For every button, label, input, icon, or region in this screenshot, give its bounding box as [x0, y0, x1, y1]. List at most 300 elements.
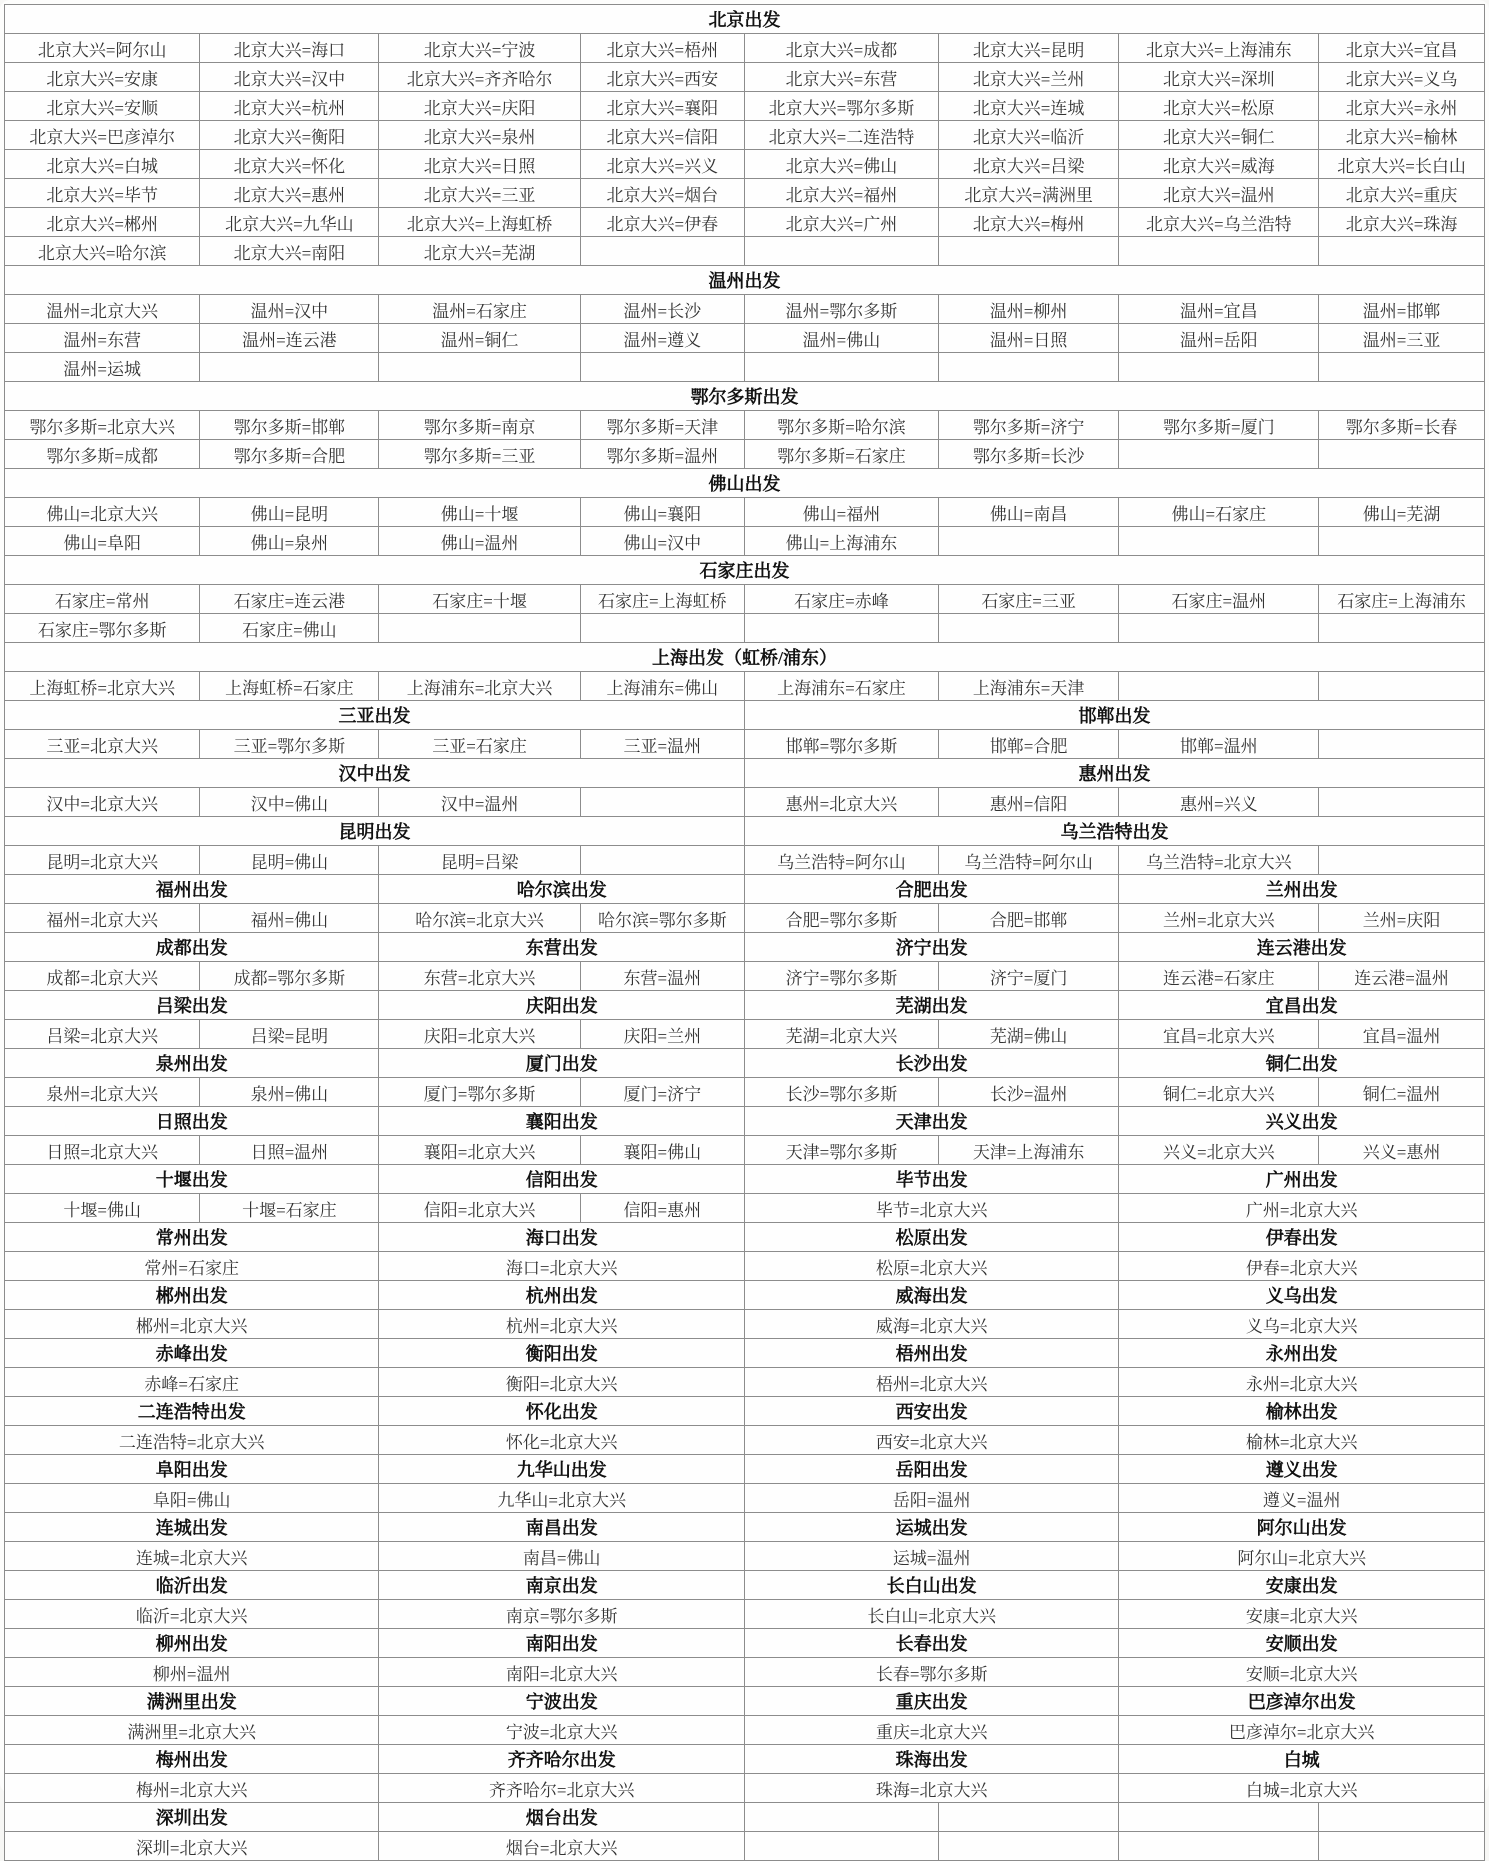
route-row: [5, 1020, 1485, 1049]
route-row: [5, 1484, 1485, 1513]
route-cell: 温州=邯郸: [1319, 295, 1485, 324]
route-cell: 石家庄=三亚: [938, 585, 1119, 614]
route-cell: 长春=鄂尔多斯: [744, 1658, 1118, 1687]
empty-cell: [938, 527, 1119, 556]
route-cell: 上海浦东=北京大兴: [379, 672, 580, 701]
section-header: 天津出发: [744, 1107, 1118, 1136]
section-header: 石家庄出发: [5, 556, 1485, 585]
empty-cell: [580, 846, 744, 875]
section-header: [938, 1803, 1119, 1832]
route-row: [5, 730, 1485, 759]
route-cell: 乌兰浩特=阿尔山: [744, 846, 938, 875]
route-cell: 鄂尔多斯=北京大兴: [5, 411, 200, 440]
section-header: 东营出发: [379, 933, 745, 962]
route-cell: 鄂尔多斯=温州: [580, 440, 744, 469]
route-cell: 鄂尔多斯=三亚: [379, 440, 580, 469]
route-cell: 北京大兴=宁波: [379, 34, 580, 63]
route-cell: 北京大兴=惠州: [200, 179, 379, 208]
route-cell: 鄂尔多斯=邯郸: [200, 411, 379, 440]
route-cell: 东营=温州: [580, 962, 744, 991]
route-cell: 温州=汉中: [200, 295, 379, 324]
section-header: 襄阳出发: [379, 1107, 745, 1136]
route-cell: 北京大兴=南阳: [200, 237, 379, 266]
route-cell: 柳州=温州: [5, 1658, 379, 1687]
empty-cell: [580, 614, 744, 643]
section-header: 安顺出发: [1119, 1629, 1485, 1658]
route-row: [5, 1426, 1485, 1455]
section-header: 济宁出发: [744, 933, 1118, 962]
route-cell: 临沂=北京大兴: [5, 1600, 379, 1629]
route-cell: 伊春=北京大兴: [1119, 1252, 1485, 1281]
route-cell: 芜湖=佛山: [938, 1020, 1119, 1049]
route-cell: 海口=北京大兴: [379, 1252, 745, 1281]
route-cell: 北京大兴=重庆: [1319, 179, 1485, 208]
route-cell: 温州=日照: [938, 324, 1119, 353]
route-row: [5, 1658, 1485, 1687]
route-cell: 上海浦东=佛山: [580, 672, 744, 701]
route-cell: 梅州=北京大兴: [5, 1774, 379, 1803]
route-row: [5, 1078, 1485, 1107]
route-cell: 北京大兴=连城: [938, 92, 1119, 121]
route-cell: 北京大兴=永州: [1319, 92, 1485, 121]
section-header: 铜仁出发: [1119, 1049, 1485, 1078]
section-header: 义乌出发: [1119, 1281, 1485, 1310]
route-cell: 石家庄=连云港: [200, 585, 379, 614]
route-cell: 温州=遵义: [580, 324, 744, 353]
route-cell: 鄂尔多斯=长沙: [938, 440, 1119, 469]
section-header: 厦门出发: [379, 1049, 745, 1078]
section-header: 深圳出发: [5, 1803, 379, 1832]
section-header: 二连浩特出发: [5, 1397, 379, 1426]
section-header-row: [5, 933, 1485, 962]
section-header-row: [5, 1165, 1485, 1194]
route-cell: 上海浦东=天津: [938, 672, 1119, 701]
route-cell: 北京大兴=乌兰浩特: [1119, 208, 1319, 237]
route-cell: 北京大兴=松原: [1119, 92, 1319, 121]
route-cell: 石家庄=上海虹桥: [580, 585, 744, 614]
section-header: 乌兰浩特出发: [744, 817, 1484, 846]
route-cell: 鄂尔多斯=成都: [5, 440, 200, 469]
route-cell: 石家庄=赤峰: [744, 585, 938, 614]
section-header: 怀化出发: [379, 1397, 745, 1426]
empty-cell: [1319, 237, 1485, 266]
section-header: 西安出发: [744, 1397, 1118, 1426]
route-cell: 运城=温州: [744, 1542, 1118, 1571]
route-cell: 铜仁=北京大兴: [1119, 1078, 1319, 1107]
route-cell: 温州=东营: [5, 324, 200, 353]
section-header: 九华山出发: [379, 1455, 745, 1484]
route-row: [5, 1136, 1485, 1165]
section-header: 宁波出发: [379, 1687, 745, 1716]
route-cell: 三亚=鄂尔多斯: [200, 730, 379, 759]
route-cell: 连城=北京大兴: [5, 1542, 379, 1571]
route-cell: 岳阳=温州: [744, 1484, 1118, 1513]
route-cell: 北京大兴=三亚: [379, 179, 580, 208]
route-cell: 北京大兴=日照: [379, 150, 580, 179]
route-row: [5, 1774, 1485, 1803]
route-cell: 日照=北京大兴: [5, 1136, 200, 1165]
route-cell: 珠海=北京大兴: [744, 1774, 1118, 1803]
route-row: [5, 179, 1485, 208]
empty-cell: [1319, 353, 1485, 382]
empty-cell: [379, 614, 580, 643]
empty-cell: [1119, 672, 1319, 701]
route-cell: 上海虹桥=石家庄: [200, 672, 379, 701]
route-cell: 鄂尔多斯=天津: [580, 411, 744, 440]
section-header: 齐齐哈尔出发: [379, 1745, 745, 1774]
section-header: 广州出发: [1119, 1165, 1485, 1194]
route-cell: 鄂尔多斯=南京: [379, 411, 580, 440]
route-cell: 乌兰浩特=阿尔山: [938, 846, 1119, 875]
section-header: 宜昌出发: [1119, 991, 1485, 1020]
section-header-row: [5, 759, 1485, 788]
route-cell: 温州=岳阳: [1119, 324, 1319, 353]
section-header: 长春出发: [744, 1629, 1118, 1658]
empty-cell: [1319, 846, 1485, 875]
route-cell: 温州=鄂尔多斯: [744, 295, 938, 324]
route-cell: 北京大兴=上海浦东: [1119, 34, 1319, 63]
route-cell: 兰州=北京大兴: [1119, 904, 1319, 933]
route-cell: 北京大兴=兴义: [580, 150, 744, 179]
route-row: [5, 846, 1485, 875]
empty-cell: [580, 788, 744, 817]
section-header: [744, 1803, 938, 1832]
route-cell: 北京大兴=温州: [1119, 179, 1319, 208]
route-cell: 北京大兴=梧州: [580, 34, 744, 63]
route-cell: 石家庄=十堰: [379, 585, 580, 614]
route-cell: 北京大兴=宜昌: [1319, 34, 1485, 63]
route-cell: 鄂尔多斯=厦门: [1119, 411, 1319, 440]
route-cell: 长沙=温州: [938, 1078, 1119, 1107]
route-cell: 济宁=厦门: [938, 962, 1119, 991]
route-cell: 北京大兴=成都: [744, 34, 938, 63]
route-cell: 北京大兴=满洲里: [938, 179, 1119, 208]
empty-cell: [200, 353, 379, 382]
route-cell: 安顺=北京大兴: [1119, 1658, 1485, 1687]
section-header: 珠海出发: [744, 1745, 1118, 1774]
section-header: 芜湖出发: [744, 991, 1118, 1020]
route-cell: 北京大兴=巴彦淖尔: [5, 121, 200, 150]
route-cell: 满洲里=北京大兴: [5, 1716, 379, 1745]
section-header: 海口出发: [379, 1223, 745, 1252]
empty-cell: [1319, 730, 1485, 759]
route-cell: 郴州=北京大兴: [5, 1310, 379, 1339]
route-cell: 三亚=温州: [580, 730, 744, 759]
section-header: 长沙出发: [744, 1049, 1118, 1078]
route-cell: 西安=北京大兴: [744, 1426, 1118, 1455]
route-cell: 梧州=北京大兴: [744, 1368, 1118, 1397]
section-header: 三亚出发: [5, 701, 745, 730]
route-row: [5, 527, 1485, 556]
route-cell: 泉州=佛山: [200, 1078, 379, 1107]
route-row: [5, 295, 1485, 324]
route-cell: 阿尔山=北京大兴: [1119, 1542, 1485, 1571]
route-cell: 北京大兴=二连浩特: [744, 121, 938, 150]
empty-cell: [744, 353, 938, 382]
empty-cell: [1319, 440, 1485, 469]
route-cell: 石家庄=常州: [5, 585, 200, 614]
empty-cell: [1119, 237, 1319, 266]
route-cell: 北京大兴=哈尔滨: [5, 237, 200, 266]
empty-cell: [938, 353, 1119, 382]
route-cell: 昆明=吕梁: [379, 846, 580, 875]
section-header: 杭州出发: [379, 1281, 745, 1310]
route-cell: 惠州=兴义: [1119, 788, 1319, 817]
route-cell: 北京大兴=兰州: [938, 63, 1119, 92]
route-cell: 厦门=济宁: [580, 1078, 744, 1107]
section-header: 临沂出发: [5, 1571, 379, 1600]
route-cell: 哈尔滨=北京大兴: [379, 904, 580, 933]
route-cell: 北京大兴=义乌: [1319, 63, 1485, 92]
route-row: [5, 1832, 1485, 1861]
route-cell: 北京大兴=榆林: [1319, 121, 1485, 150]
route-cell: 北京大兴=吕梁: [938, 150, 1119, 179]
route-cell: 福州=北京大兴: [5, 904, 200, 933]
section-header: 重庆出发: [744, 1687, 1118, 1716]
route-cell: 北京大兴=伊春: [580, 208, 744, 237]
route-cell: 怀化=北京大兴: [379, 1426, 745, 1455]
section-header-row: [5, 469, 1485, 498]
section-header: 常州出发: [5, 1223, 379, 1252]
route-cell: 南昌=佛山: [379, 1542, 745, 1571]
route-cell: 烟台=北京大兴: [379, 1832, 745, 1861]
route-row: [5, 324, 1485, 353]
route-cell: 长沙=鄂尔多斯: [744, 1078, 938, 1107]
section-header: 衡阳出发: [379, 1339, 745, 1368]
empty-cell: [1119, 614, 1319, 643]
section-header: 泉州出发: [5, 1049, 379, 1078]
section-header: 永州出发: [1119, 1339, 1485, 1368]
section-header-row: [5, 382, 1485, 411]
route-cell: 合肥=鄂尔多斯: [744, 904, 938, 933]
section-header: 巴彦淖尔出发: [1119, 1687, 1485, 1716]
route-cell: 鄂尔多斯=长春: [1319, 411, 1485, 440]
route-cell: 赤峰=石家庄: [5, 1368, 379, 1397]
section-header: 鄂尔多斯出发: [5, 382, 1485, 411]
route-row: [5, 208, 1485, 237]
section-header: 南京出发: [379, 1571, 745, 1600]
route-cell: 汉中=佛山: [200, 788, 379, 817]
route-cell: 鄂尔多斯=合肥: [200, 440, 379, 469]
route-cell: 遵义=温州: [1119, 1484, 1485, 1513]
route-cell: 永州=北京大兴: [1119, 1368, 1485, 1397]
route-cell: 九华山=北京大兴: [379, 1484, 745, 1513]
route-row: [5, 1368, 1485, 1397]
route-cell: 昆明=北京大兴: [5, 846, 200, 875]
route-cell: 温州=长沙: [580, 295, 744, 324]
route-cell: 北京大兴=芜湖: [379, 237, 580, 266]
section-header: [1119, 1803, 1319, 1832]
section-header: 庆阳出发: [379, 991, 745, 1020]
route-row: [5, 121, 1485, 150]
route-cell: 榆林=北京大兴: [1119, 1426, 1485, 1455]
route-cell: 北京大兴=毕节: [5, 179, 200, 208]
route-cell: 昆明=佛山: [200, 846, 379, 875]
route-cell: 天津=上海浦东: [938, 1136, 1119, 1165]
section-header: 吕梁出发: [5, 991, 379, 1020]
section-header-row: [5, 1049, 1485, 1078]
section-header: 南昌出发: [379, 1513, 745, 1542]
empty-cell: [1319, 1832, 1485, 1861]
route-row: [5, 962, 1485, 991]
route-cell: 佛山=阜阳: [5, 527, 200, 556]
route-cell: 佛山=石家庄: [1119, 498, 1319, 527]
route-cell: 长白山=北京大兴: [744, 1600, 1118, 1629]
route-row: [5, 904, 1485, 933]
route-cell: 佛山=北京大兴: [5, 498, 200, 527]
route-cell: 毕节=北京大兴: [744, 1194, 1118, 1223]
route-row: [5, 411, 1485, 440]
section-header: 兰州出发: [1119, 875, 1485, 904]
empty-cell: [1319, 527, 1485, 556]
route-cell: 汉中=北京大兴: [5, 788, 200, 817]
route-row: [5, 237, 1485, 266]
route-cell: 福州=佛山: [200, 904, 379, 933]
route-cell: 石家庄=佛山: [200, 614, 379, 643]
route-cell: 石家庄=温州: [1119, 585, 1319, 614]
route-row: [5, 1194, 1485, 1223]
route-cell: 北京大兴=安康: [5, 63, 200, 92]
section-header-row: [5, 1455, 1485, 1484]
route-row: [5, 788, 1485, 817]
route-cell: 深圳=北京大兴: [5, 1832, 379, 1861]
section-header: 上海出发（虹桥/浦东）: [5, 643, 1485, 672]
route-row: [5, 353, 1485, 382]
route-cell: 鄂尔多斯=石家庄: [744, 440, 938, 469]
empty-cell: [1119, 440, 1319, 469]
route-cell: 北京大兴=威海: [1119, 150, 1319, 179]
section-header: 威海出发: [744, 1281, 1118, 1310]
route-cell: 佛山=泉州: [200, 527, 379, 556]
route-cell: 天津=鄂尔多斯: [744, 1136, 938, 1165]
route-cell: 芜湖=北京大兴: [744, 1020, 938, 1049]
route-cell: 连云港=石家庄: [1119, 962, 1319, 991]
route-cell: 兰州=庆阳: [1319, 904, 1485, 933]
route-cell: 重庆=北京大兴: [744, 1716, 1118, 1745]
route-cell: 北京大兴=安顺: [5, 92, 200, 121]
route-cell: 信阳=北京大兴: [379, 1194, 580, 1223]
route-cell: 三亚=石家庄: [379, 730, 580, 759]
route-cell: 杭州=北京大兴: [379, 1310, 745, 1339]
route-cell: 温州=北京大兴: [5, 295, 200, 324]
route-cell: 北京大兴=衡阳: [200, 121, 379, 150]
route-cell: 日照=温州: [200, 1136, 379, 1165]
route-cell: 北京大兴=深圳: [1119, 63, 1319, 92]
route-cell: 吕梁=昆明: [200, 1020, 379, 1049]
route-cell: 北京大兴=昆明: [938, 34, 1119, 63]
route-cell: 北京大兴=东营: [744, 63, 938, 92]
section-header-row: [5, 1687, 1485, 1716]
route-cell: 北京大兴=广州: [744, 208, 938, 237]
route-row: [5, 34, 1485, 63]
section-header: 南阳出发: [379, 1629, 745, 1658]
section-header: 安康出发: [1119, 1571, 1485, 1600]
route-cell: 衡阳=北京大兴: [379, 1368, 745, 1397]
route-cell: 南阳=北京大兴: [379, 1658, 745, 1687]
route-cell: 北京大兴=福州: [744, 179, 938, 208]
route-cell: 连云港=温州: [1319, 962, 1485, 991]
route-cell: 北京大兴=杭州: [200, 92, 379, 121]
section-header-row: [5, 1339, 1485, 1368]
route-cell: 吕梁=北京大兴: [5, 1020, 200, 1049]
route-cell: 兴义=北京大兴: [1119, 1136, 1319, 1165]
route-cell: 东营=北京大兴: [379, 962, 580, 991]
route-row: [5, 63, 1485, 92]
section-header: 赤峰出发: [5, 1339, 379, 1368]
route-cell: 北京大兴=郴州: [5, 208, 200, 237]
route-cell: 乌兰浩特=北京大兴: [1119, 846, 1319, 875]
route-cell: 北京大兴=珠海: [1319, 208, 1485, 237]
route-cell: 北京大兴=上海虹桥: [379, 208, 580, 237]
section-header-row: [5, 1397, 1485, 1426]
section-header: 成都出发: [5, 933, 379, 962]
flight-route-table-body: [5, 5, 1485, 1861]
route-cell: 襄阳=佛山: [580, 1136, 744, 1165]
section-header: 梧州出发: [744, 1339, 1118, 1368]
route-cell: 北京大兴=长白山: [1319, 150, 1485, 179]
empty-cell: [1119, 527, 1319, 556]
route-cell: 铜仁=温州: [1319, 1078, 1485, 1107]
route-cell: 广州=北京大兴: [1119, 1194, 1485, 1223]
route-cell: 北京大兴=白城: [5, 150, 200, 179]
route-cell: 佛山=昆明: [200, 498, 379, 527]
route-cell: 邯郸=合肥: [938, 730, 1119, 759]
route-cell: 北京大兴=怀化: [200, 150, 379, 179]
section-header: 榆林出发: [1119, 1397, 1485, 1426]
route-row: [5, 440, 1485, 469]
section-header: 毕节出发: [744, 1165, 1118, 1194]
section-header: 合肥出发: [744, 875, 1118, 904]
empty-cell: [1319, 614, 1485, 643]
section-header-row: [5, 1281, 1485, 1310]
section-header-row: [5, 643, 1485, 672]
route-cell: 哈尔滨=鄂尔多斯: [580, 904, 744, 933]
empty-cell: [580, 237, 744, 266]
route-cell: 温州=三亚: [1319, 324, 1485, 353]
route-row: [5, 1716, 1485, 1745]
section-header: 岳阳出发: [744, 1455, 1118, 1484]
section-header: 哈尔滨出发: [379, 875, 745, 904]
route-row: [5, 1542, 1485, 1571]
section-header-row: [5, 701, 1485, 730]
route-cell: 北京大兴=烟台: [580, 179, 744, 208]
route-row: [5, 672, 1485, 701]
section-header-row: [5, 1223, 1485, 1252]
route-cell: 泉州=北京大兴: [5, 1078, 200, 1107]
section-header: 兴义出发: [1119, 1107, 1485, 1136]
route-cell: 松原=北京大兴: [744, 1252, 1118, 1281]
route-cell: 石家庄=上海浦东: [1319, 585, 1485, 614]
route-cell: 庆阳=北京大兴: [379, 1020, 580, 1049]
route-cell: 威海=北京大兴: [744, 1310, 1118, 1339]
empty-cell: [938, 1832, 1119, 1861]
route-row: [5, 1310, 1485, 1339]
section-header-row: [5, 1107, 1485, 1136]
route-cell: 佛山=上海浦东: [744, 527, 938, 556]
section-header: 连城出发: [5, 1513, 379, 1542]
route-row: [5, 150, 1485, 179]
route-cell: 宜昌=温州: [1319, 1020, 1485, 1049]
section-header-row: [5, 5, 1485, 34]
route-cell: 北京大兴=铜仁: [1119, 121, 1319, 150]
flight-route-table: [4, 4, 1485, 1861]
section-header: 汉中出发: [5, 759, 745, 788]
empty-cell: [938, 614, 1119, 643]
route-row: [5, 92, 1485, 121]
route-cell: 北京大兴=临沂: [938, 121, 1119, 150]
route-cell: 庆阳=兰州: [580, 1020, 744, 1049]
route-cell: 佛山=汉中: [580, 527, 744, 556]
